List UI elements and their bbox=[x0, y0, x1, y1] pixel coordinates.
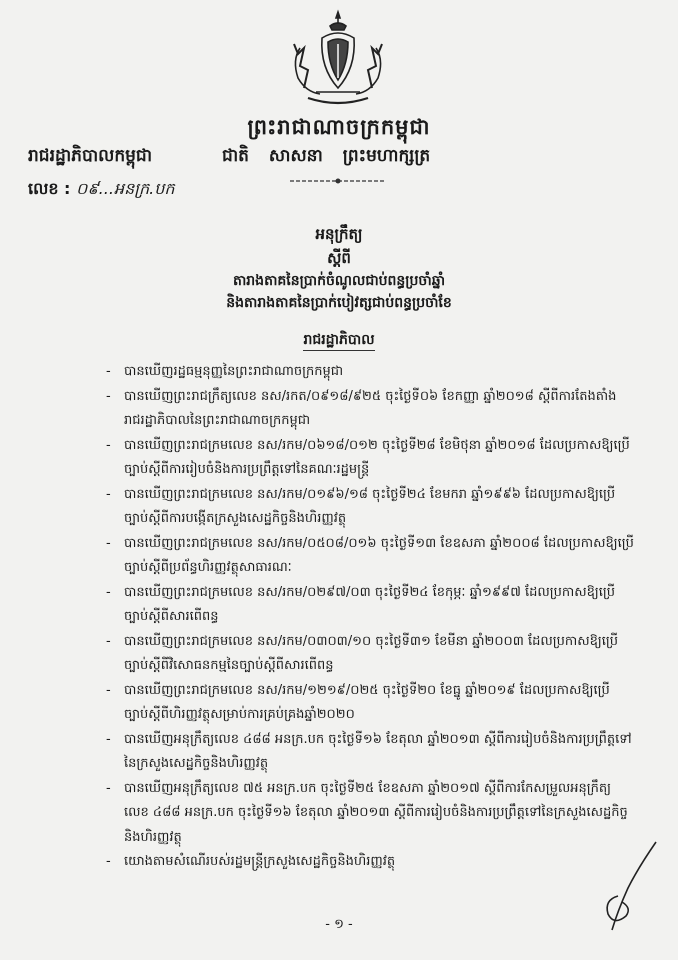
list-item-line: បានឃើញរដ្ឋធម្មនុញ្ញនៃព្រះរាជាណាចក្រកម្ពុជា bbox=[124, 364, 344, 379]
list-item-line: នៃក្រសួងសេដ្ឋកិច្ចនិងហិរញ្ញវត្ថុ bbox=[124, 756, 269, 771]
list-item bbox=[106, 434, 638, 483]
reference-value: ០៩...អនក្រ.បក bbox=[76, 179, 175, 198]
list-bullet: - bbox=[106, 682, 111, 698]
reference-number bbox=[28, 178, 175, 202]
list-item-line: លេខ ៤៨៨ អនក្រ.បក ចុះថ្ងៃទី១៦ ខែតុលា ឆ្នាំ២០១៣ ស្ដីពីការរៀបចំនិងការប្រព្រឹត្តទៅនៃក្រសួងសេដ្ឋកិច្ច bbox=[124, 805, 628, 820]
list-item-line: បានឃើញព្រះរាជក្រមលេខ នស/រកម/០៦១៨/០១២ ចុះថ្ងៃទី២៨ ខែមិថុនា ឆ្នាំ២០១៨ ដែលប្រកាសឱ្យប្រើ bbox=[124, 437, 630, 453]
list-bullet: - bbox=[106, 388, 111, 404]
list-bullet: - bbox=[106, 584, 111, 600]
preamble-list bbox=[106, 360, 638, 875]
national-motto: ជាតិ សាសនា ព្រះមហាក្សត្រ bbox=[222, 146, 431, 166]
divider-ornament-icon bbox=[288, 176, 388, 186]
authority-label: រាជរដ្ឋាភិបាល bbox=[303, 332, 374, 351]
list-item bbox=[106, 360, 638, 385]
list-bullet: - bbox=[106, 731, 111, 747]
list-item-line: បានឃើញព្រះរាជក្រមលេខ នស/រកម/១២១៩/០២៥ ចុះថ្ងៃទី២០ ខែធ្នូ ឆ្នាំ២០១៩ ដែលប្រកាសឱ្យប្រើ bbox=[124, 682, 610, 698]
list-item-line: បានឃើញអនុក្រឹត្យលេខ ៤៨៨ អនក្រ.បក ចុះថ្ងៃទី១៦ ខែតុលា ឆ្នាំ២០១៣ ស្ដីពីការរៀបចំនិងការប្រព្រឹត្តទៅ bbox=[124, 731, 632, 747]
list-item bbox=[106, 679, 638, 728]
list-item bbox=[106, 850, 638, 875]
list-item-line: រាជរដ្ឋាភិបាលនៃព្រះរាជាណាចក្រកម្ពុជា bbox=[124, 413, 311, 428]
list-item-line: យោងតាមសំណើរបស់រដ្ឋមន្ត្រីក្រសួងសេដ្ឋកិច្ចនិងហិរញ្ញវត្ថុ bbox=[124, 854, 396, 869]
list-item-line: ច្បាប់ស្ដីពីការរៀបចំនិងការប្រព្រឹត្តទៅនៃគណៈរដ្ឋមន្ត្រី bbox=[124, 462, 370, 477]
list-bullet: - bbox=[106, 854, 111, 869]
list-bullet: - bbox=[106, 535, 111, 551]
list-item-line: ច្បាប់ស្ដីពីហិរញ្ញវត្ថុសម្រាប់ការគ្រប់គ្រងឆ្នាំ២០២០ bbox=[124, 707, 355, 722]
list-item-line: បានឃើញព្រះរាជក្រមលេខ នស/រកម/០១៩៦/១៨ ចុះថ្ងៃទី២៤ ខែមករា ឆ្នាំ១៩៩៦ ដែលប្រកាសឱ្យប្រើ bbox=[124, 486, 616, 502]
kingdom-title: ព្រះរាជាណាចក្រកម្ពុជា bbox=[247, 115, 431, 139]
list-bullet: - bbox=[106, 486, 111, 502]
list-item bbox=[106, 483, 638, 532]
list-item-line: ច្បាប់ស្ដីពីវិសោធនកម្មនៃច្បាប់ស្ដីពីសារពើពន្ធ bbox=[124, 658, 334, 673]
list-bullet: - bbox=[106, 364, 111, 379]
list-bullet: - bbox=[106, 780, 111, 796]
list-item bbox=[106, 385, 638, 434]
authority-heading bbox=[0, 330, 678, 351]
document-about: ស្ដីពី bbox=[327, 249, 351, 267]
list-item-line: បានឃើញព្រះរាជក្រឹត្យលេខ នស/រកត/០៩១៨/៩២៥ ចុះថ្ងៃទី០៦ ខែកញ្ញា ឆ្នាំ២០១៨ ស្ដីពីការតែងតាំង bbox=[124, 388, 617, 404]
document-title-line-1: តារាងតាគនៃប្រាក់ចំណូលជាប់ពន្ធប្រចាំឆ្នាំ bbox=[232, 273, 446, 289]
list-item bbox=[106, 728, 638, 777]
list-bullet: - bbox=[106, 633, 111, 649]
document-title-line-2: និងតារាងតាគនៃប្រាក់បៀវត្សជាប់ពន្ធប្រចាំខែ bbox=[226, 295, 452, 311]
list-item-line: ច្បាប់ស្ដីពីប្រព័ន្ធហិរញ្ញវត្ថុសាធារណៈ bbox=[124, 560, 292, 575]
list-item-line: បានឃើញអនុក្រឹត្យលេខ ៧៥ អនក្រ.បក ចុះថ្ងៃទី២៥ ខែឧសភា ឆ្នាំ២០១៧ ស្ដីពីការកែសម្រួលអនុក្រឹត្យ bbox=[124, 780, 612, 796]
list-item-line: និងហិរញ្ញវត្ថុ bbox=[124, 829, 182, 845]
list-item-line: បានឃើញព្រះរាជក្រមលេខ នស/រកម/០៣០៣/១០ ចុះថ្ងៃទី៣១ ខែមីនា ឆ្នាំ២០០៣ ដែលប្រកាសឱ្យប្រើ bbox=[124, 633, 619, 649]
list-item-line: ច្បាប់ស្ដីពីសារពើពន្ធ bbox=[124, 609, 219, 624]
document-type: អនុក្រឹត្យ bbox=[315, 225, 363, 243]
list-bullet: - bbox=[106, 437, 111, 453]
list-item bbox=[106, 532, 638, 581]
list-item-line: បានឃើញព្រះរាជក្រមលេខ នស/រកម/០៥០៨/០១៦ ចុះថ្ងៃទី១៣ ខែឧសភា ឆ្នាំ២០០៨ ដែលប្រកាសឱ្យប្រើ bbox=[124, 535, 634, 551]
page-number: - ១ - bbox=[325, 917, 353, 932]
reference-label: លេខ : bbox=[28, 179, 71, 198]
document-heading bbox=[0, 222, 678, 314]
list-item-line: ច្បាប់ស្ដីពីការបង្កើតក្រសួងសេដ្ឋកិច្ចនិងហិរញ្ញវត្ថុ bbox=[124, 511, 347, 526]
list-item bbox=[106, 630, 638, 679]
list-item-line: បានឃើញព្រះរាជក្រមលេខ នស/រកម/០២៩៧/០៣ ចុះថ្ងៃទី២៤ ខែកុម្ភៈ ឆ្នាំ១៩៩៧ ដែលប្រកាសឱ្យប្រើ bbox=[124, 584, 616, 600]
royal-coat-of-arms-icon bbox=[278, 8, 398, 112]
list-item bbox=[106, 777, 638, 851]
government-label: រាជរដ្ឋាភិបាលកម្ពុជា bbox=[28, 146, 153, 166]
list-item bbox=[106, 581, 638, 630]
